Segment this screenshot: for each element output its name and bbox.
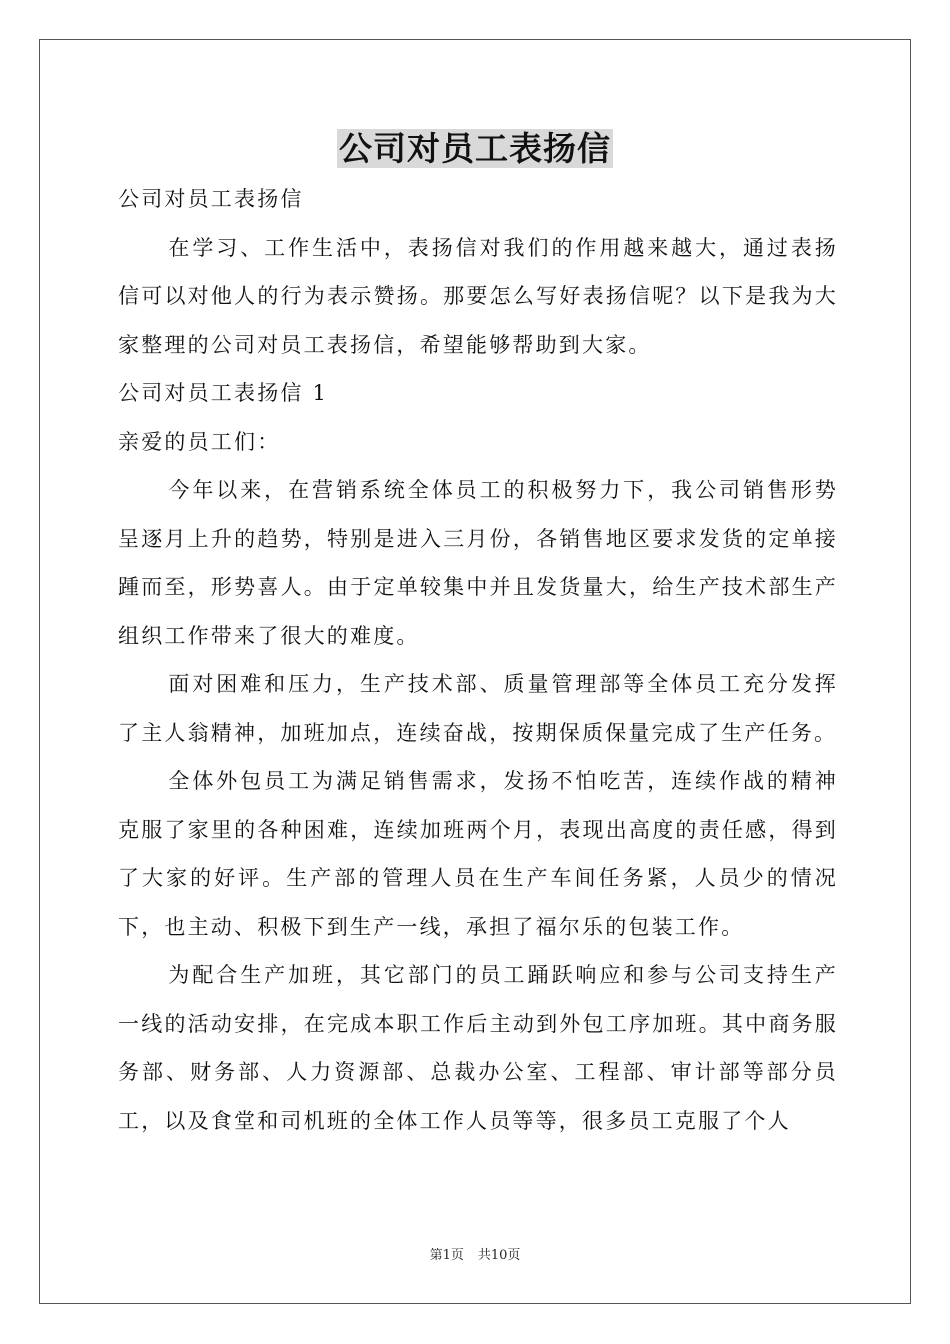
paragraph-body-2: 面对困难和压力，生产技术部、质量管理部等全体员工充分发挥了主人翁精神，加班加点，连续奋战，按期保质保量完成了生产任务。 bbox=[118, 672, 838, 745]
paragraph-body-4: 为配合生产加班，其它部门的员工踊跃响应和参与公司支持生产一线的活动安排，在完成本职工作后主动到外包工序加班。其中商务服务部、财务部、人力资源部、总裁办公室、工程部、审计部等部分员工，以及食堂和司机班的全体工作人员等等，很多员工克服了个人 bbox=[118, 963, 838, 1133]
page-total: 共10页 bbox=[477, 1248, 521, 1263]
paragraph-body-1: 今年以来，在营销系统全体员工的积极努力下，我公司销售形势呈逐月上升的趋势，特别是进入三月份，各销售地区要求发货的定单接踵而至，形势喜人。由于定单较集中并且发货量大，给生产技术部生产组织工作带来了很大的难度。 bbox=[118, 478, 838, 648]
paragraph-letter-heading: 公司对员工表扬信 1 bbox=[118, 381, 329, 405]
paragraph-subtitle: 公司对员工表扬信 bbox=[118, 187, 304, 211]
document-title bbox=[0, 124, 950, 174]
page-footer bbox=[0, 1247, 950, 1265]
paragraph-salutation: 亲爱的员工们： bbox=[118, 429, 281, 454]
page-number: 第1页 bbox=[429, 1248, 464, 1263]
document-body bbox=[118, 175, 838, 1145]
document-title-text: 公司对员工表扬信 bbox=[339, 129, 611, 168]
paragraph-body-3: 全体外包员工为满足销售需求，发扬不怕吃苦，连续作战的精神克服了家里的各种困难，连续加班两个月，表现出高度的责任感，得到了大家的好评。生产部的管理人员在生产车间任务紧，人员少的情况下，也主动、积极下到生产一线，承担了福尔乐的包装工作。 bbox=[118, 769, 838, 939]
paragraph-intro: 在学习、工作生活中，表扬信对我们的作用越来越大，通过表扬信可以对他人的行为表示赞扬。那要怎么写好表扬信呢？以下是我为大家整理的公司对员工表扬信，希望能够帮助到大家。 bbox=[118, 235, 838, 357]
